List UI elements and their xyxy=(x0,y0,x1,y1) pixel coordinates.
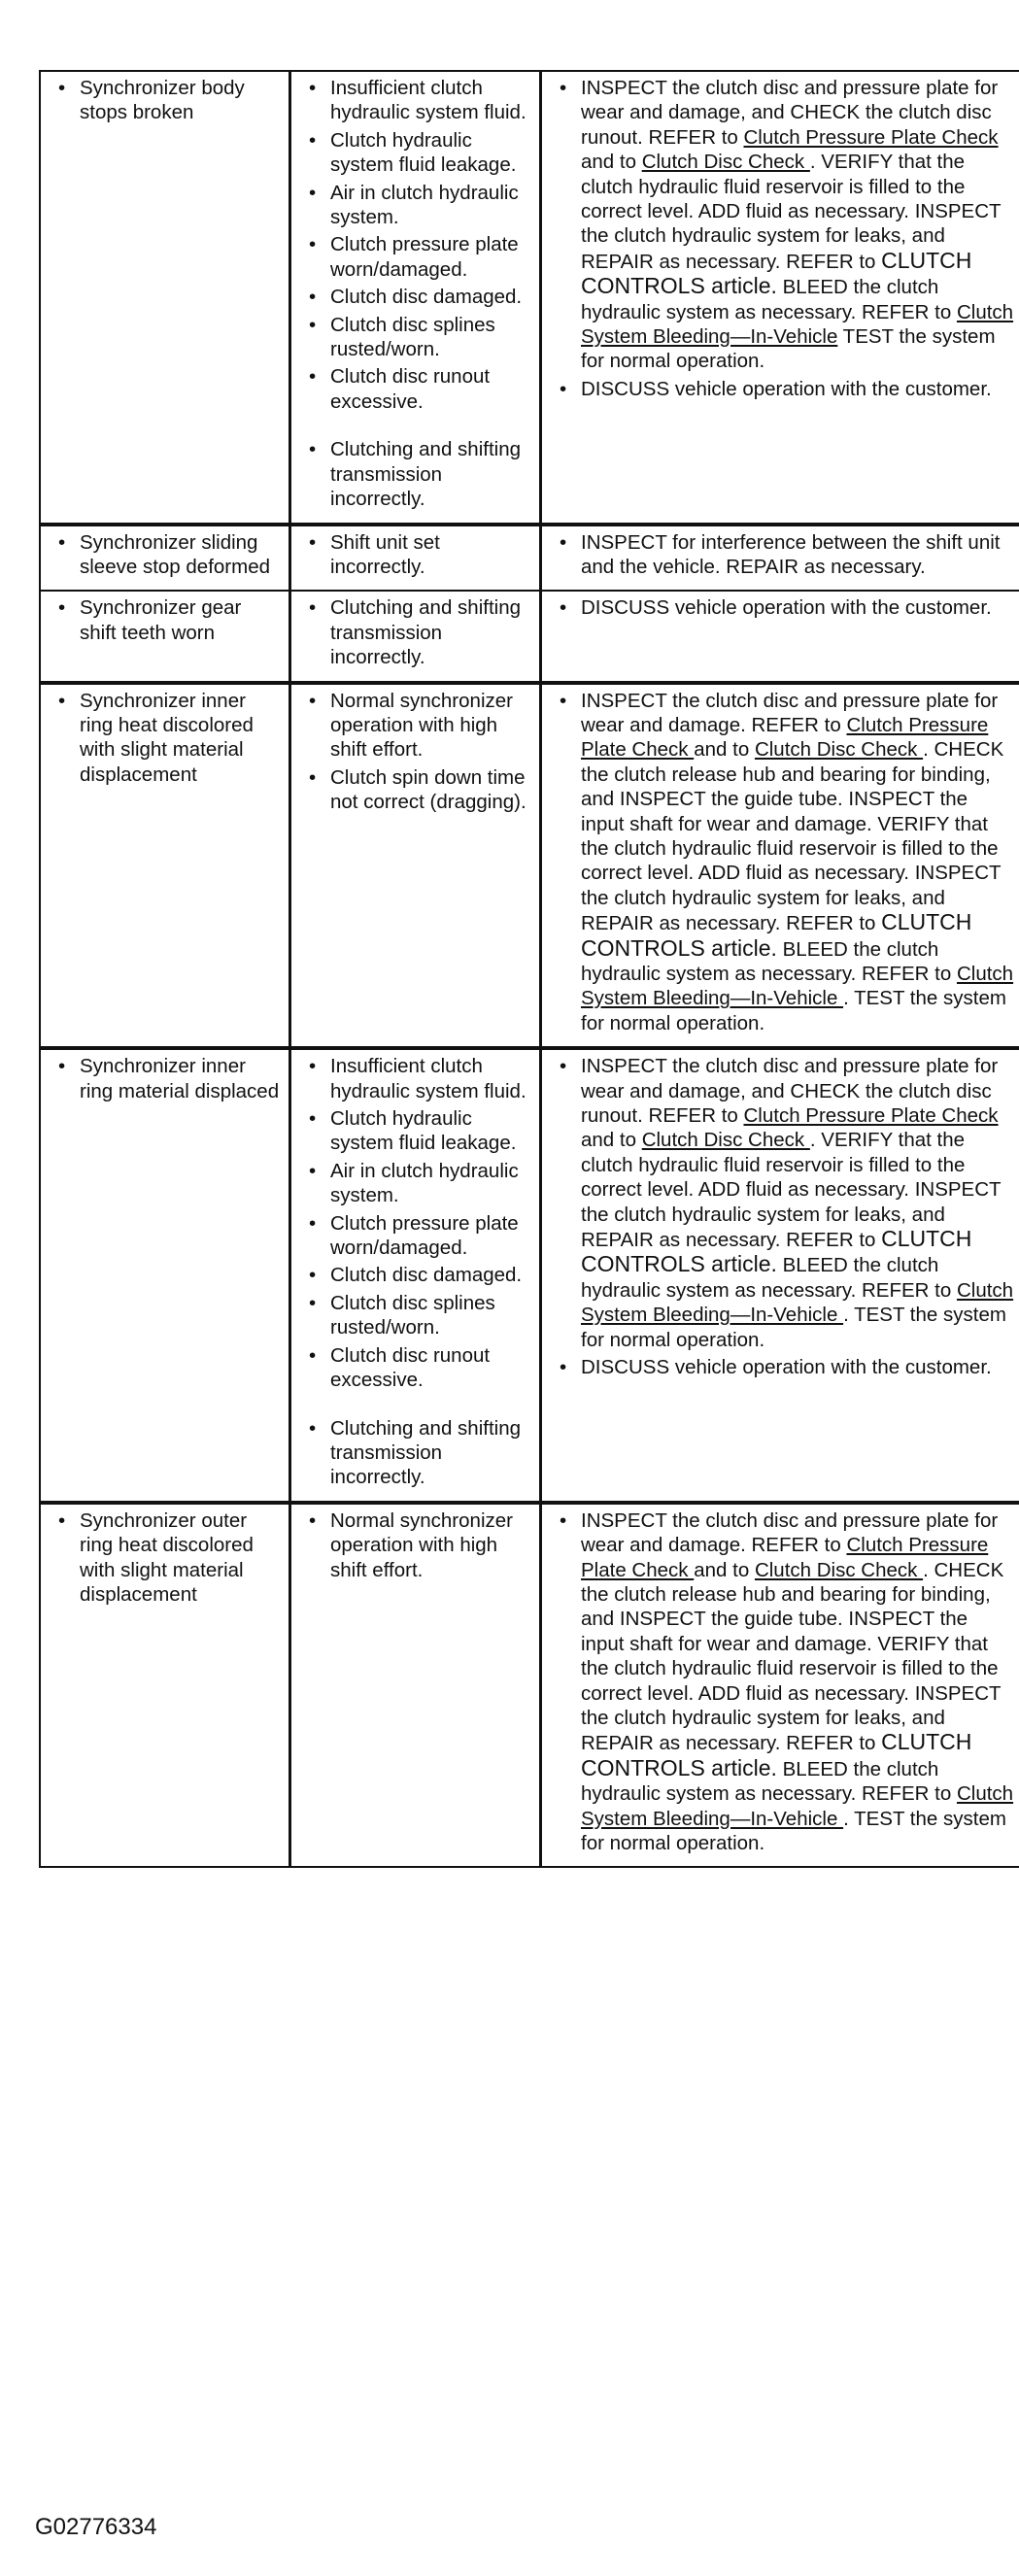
action-item: • INSPECT the clutch disc and pressure plate for wear and damage. REFER to Clutch Pressure Plate Check and to Clutch Disc Check . CHECK the clutch release hub and bearing for binding, and INSPECT the guide tube. INSPECT the input shaft for wear and damage. VERIFY that the clutch hydraulic fluid reservoir is filled to the correct level. ADD fluid as necessary. INSPECT the clutch hydraulic system for leaks, and REPAIR as necessary. REFER to CLUTCH CONTROLS article. BLEED the clutch hydraulic system as necessary. REFER to Clutch System Bleeding—In-Vehicle . TEST the system for normal operation. xyxy=(581,1508,1014,1856)
cause-cell xyxy=(290,591,541,682)
link-clutch-disc-check[interactable]: Clutch Disc Check xyxy=(754,738,924,762)
clutch-controls-reference: CLUTCH CONTROLS article. xyxy=(581,909,972,961)
cause-cell xyxy=(290,1048,541,1503)
cause-item: • Normal synchronizer operation with high shift effort. xyxy=(330,1508,533,1582)
cause-item: • Clutch disc splines rusted/worn. xyxy=(330,313,533,362)
link-clutch-system-bleeding[interactable]: Clutch System Bleeding—In-Vehicle xyxy=(581,963,1014,1010)
link-clutch-pressure-plate-check[interactable]: Clutch Pressure Plate Check xyxy=(581,1534,989,1581)
action-cell xyxy=(541,591,1019,682)
cause-item: • Clutch disc damaged. xyxy=(330,285,533,309)
figure-id: G02776334 xyxy=(35,2514,157,2540)
cause-item: • Clutch hydraulic system fluid leakage. xyxy=(330,1106,533,1156)
diagnosis-table xyxy=(39,70,1019,1868)
symptom-text: • Synchronizer outer ring heat discolored with slight material displacement xyxy=(80,1508,283,1608)
cause-item: • Air in clutch hydraulic system. xyxy=(330,1159,533,1208)
action-item: • INSPECT for interference between the shift unit and the vehicle. REPAIR as necessary. xyxy=(581,530,1014,580)
symptom-cell xyxy=(40,591,290,682)
action-cell xyxy=(541,525,1019,592)
action-item: • DISCUSS vehicle operation with the customer. xyxy=(581,595,1014,620)
action-item: • DISCUSS vehicle operation with the customer. xyxy=(581,1355,1014,1379)
action-cell xyxy=(541,1048,1019,1503)
action-item: • INSPECT the clutch disc and pressure plate for wear and damage, and CHECK the clutch disc runout. REFER to Clutch Pressure Plate Check and to Clutch Disc Check . VERIFY that the clutch hydraulic fluid reservoir is filled to the correct level. ADD fluid as necessary. INSPECT the clutch hydraulic system for leaks, and REPAIR as necessary. REFER to CLUTCH CONTROLS article. BLEED the clutch hydraulic system as necessary. REFER to Clutch System Bleeding—In-Vehicle TEST the system for normal operation. xyxy=(581,76,1014,374)
cause-cell xyxy=(290,1503,541,1868)
action-item: • INSPECT the clutch disc and pressure plate for wear and damage. REFER to Clutch Pressure Plate Check and to Clutch Disc Check . CHECK the clutch release hub and bearing for binding, and INSPECT the guide tube. INSPECT the input shaft for wear and damage. VERIFY that the clutch hydraulic fluid reservoir is filled to the correct level. ADD fluid as necessary. INSPECT the clutch hydraulic system for leaks, and REPAIR as necessary. REFER to CLUTCH CONTROLS article. BLEED the clutch hydraulic system as necessary. REFER to Clutch System Bleeding—In-Vehicle . TEST the system for normal operation. xyxy=(581,689,1014,1036)
cause-item: • Shift unit set incorrectly. xyxy=(330,530,533,580)
link-clutch-disc-check[interactable]: Clutch Disc Check xyxy=(641,1129,810,1152)
link-clutch-pressure-plate-check[interactable]: Clutch Pressure Plate Check xyxy=(743,1104,999,1128)
symptom-cell xyxy=(40,683,290,1049)
cause-item: • Insufficient clutch hydraulic system fluid. xyxy=(330,76,533,125)
cause-item: • Clutch spin down time not correct (dragging). xyxy=(330,765,533,815)
symptom-text: • Synchronizer inner ring material displaced xyxy=(80,1054,283,1103)
cause-item: • Clutch disc runout excessive. xyxy=(330,1343,533,1393)
clutch-controls-reference: CLUTCH CONTROLS article. xyxy=(581,1729,972,1780)
symptom-cell xyxy=(40,71,290,525)
symptom-cell xyxy=(40,1048,290,1503)
link-clutch-disc-check[interactable]: Clutch Disc Check xyxy=(641,151,810,174)
table-row xyxy=(40,591,1019,682)
link-clutch-disc-check[interactable]: Clutch Disc Check xyxy=(754,1558,924,1581)
symptom-cell xyxy=(40,1503,290,1868)
clutch-controls-reference: CLUTCH CONTROLS article. xyxy=(581,1226,972,1277)
cause-cell xyxy=(290,525,541,592)
table-row xyxy=(40,525,1019,592)
action-cell xyxy=(541,1503,1019,1868)
cause-item: • Clutching and shifting transmission incorrectly. xyxy=(330,1416,533,1490)
link-clutch-pressure-plate-check[interactable]: Clutch Pressure Plate Check xyxy=(581,713,989,762)
cause-item: • Clutch disc runout excessive. xyxy=(330,364,533,414)
cause-item: • Clutch hydraulic system fluid leakage. xyxy=(330,128,533,178)
action-item: • INSPECT the clutch disc and pressure plate for wear and damage, and CHECK the clutch disc runout. REFER to Clutch Pressure Plate Check and to Clutch Disc Check . VERIFY that the clutch hydraulic fluid reservoir is filled to the correct level. ADD fluid as necessary. INSPECT the clutch hydraulic system for leaks, and REPAIR as necessary. REFER to CLUTCH CONTROLS article. BLEED the clutch hydraulic system as necessary. REFER to Clutch System Bleeding—In-Vehicle . TEST the system for normal operation. xyxy=(581,1054,1014,1352)
action-cell xyxy=(541,683,1019,1049)
cause-item: • Clutching and shifting transmission incorrectly. xyxy=(330,437,533,511)
symptom-text: • Synchronizer body stops broken xyxy=(80,76,283,125)
link-clutch-system-bleeding[interactable]: Clutch System Bleeding—In-Vehicle xyxy=(581,1782,1014,1830)
symptom-text: • Synchronizer sliding sleeve stop deformed xyxy=(80,530,283,580)
table-row xyxy=(40,683,1019,1049)
table-row xyxy=(40,1048,1019,1503)
clutch-controls-reference: CLUTCH CONTROLS article. xyxy=(581,247,972,299)
cause-item: • Insufficient clutch hydraulic system fluid. xyxy=(330,1054,533,1103)
action-cell xyxy=(541,71,1019,525)
cause-cell xyxy=(290,71,541,525)
link-clutch-system-bleeding[interactable]: Clutch System Bleeding—In-Vehicle xyxy=(581,1278,1014,1327)
link-clutch-pressure-plate-check[interactable]: Clutch Pressure Plate Check xyxy=(743,125,999,149)
symptom-cell xyxy=(40,525,290,592)
link-clutch-system-bleeding[interactable]: Clutch System Bleeding—In-Vehicle xyxy=(581,300,1014,349)
cause-item: • Normal synchronizer operation with high shift effort. xyxy=(330,689,533,763)
cause-item: • Clutch pressure plate worn/damaged. xyxy=(330,1211,533,1261)
action-item: • DISCUSS vehicle operation with the customer. xyxy=(581,377,1014,401)
cause-item: • Clutching and shifting transmission incorrectly. xyxy=(330,595,533,669)
cause-item: • Clutch pressure plate worn/damaged. xyxy=(330,232,533,282)
cause-cell xyxy=(290,683,541,1049)
cause-item: • Air in clutch hydraulic system. xyxy=(330,181,533,230)
symptom-text: • Synchronizer gear shift teeth worn xyxy=(80,595,283,645)
cause-item: • Clutch disc damaged. xyxy=(330,1263,533,1287)
symptom-text: • Synchronizer inner ring heat discolored with slight material displacement xyxy=(80,689,283,788)
cause-item: • Clutch disc splines rusted/worn. xyxy=(330,1291,533,1340)
table-row xyxy=(40,71,1019,525)
table-row xyxy=(40,1503,1019,1868)
